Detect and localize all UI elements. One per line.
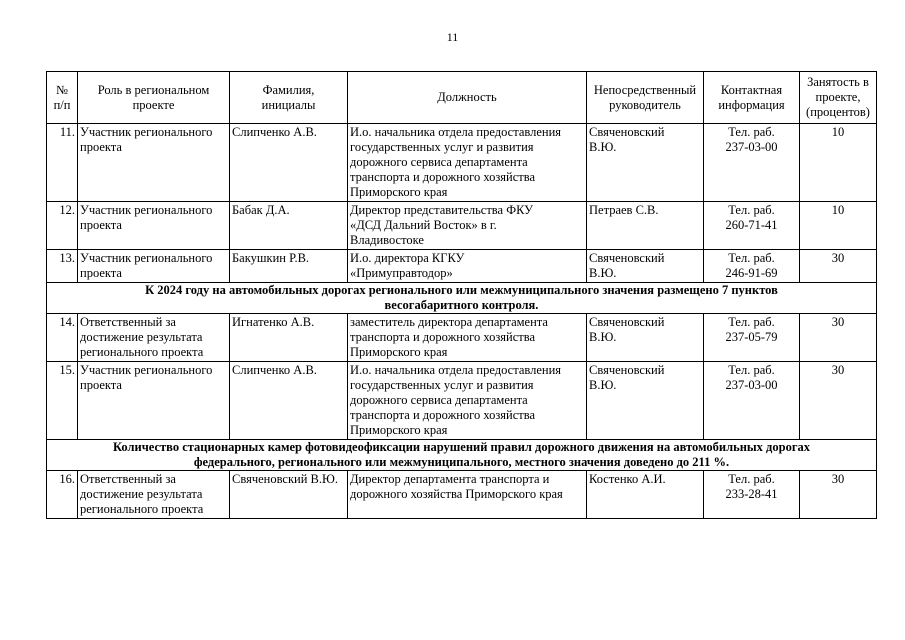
cell-workload: 10 xyxy=(800,124,877,202)
cell-contact: Тел. раб. 246-91-69 xyxy=(704,250,800,283)
cell-contact: Тел. раб. 237-03-00 xyxy=(704,124,800,202)
cell-name: Бабак Д.А. xyxy=(230,202,348,250)
cell-supervisor: Костенко А.И. xyxy=(587,471,704,519)
page-number: 11 xyxy=(446,30,459,44)
cell-num: 15. xyxy=(47,362,78,440)
table-header-row xyxy=(47,72,877,124)
cell-position: Директор представительства ФКУ «ДСД Дальний Восток» в г. Владивостоке xyxy=(348,202,587,250)
table-row xyxy=(47,314,877,362)
cell-role: Участник регионального проекта xyxy=(78,250,230,283)
header-position: Должность xyxy=(348,72,587,124)
cell-supervisor: Свяченовский В.Ю. xyxy=(587,124,704,202)
table-row xyxy=(47,471,877,519)
header-supervisor: Непосредственный руководитель xyxy=(587,72,704,124)
cell-name: Слипченко А.В. xyxy=(230,124,348,202)
cell-position: заместитель директора департамента транспорта и дорожного хозяйства Приморского края xyxy=(348,314,587,362)
cell-name: Свяченовский В.Ю. xyxy=(230,471,348,519)
table-row xyxy=(47,362,877,440)
cell-role: Участник регионального проекта xyxy=(78,362,230,440)
header-name: Фамилия, инициалы xyxy=(230,72,348,124)
cell-role: Участник регионального проекта xyxy=(78,124,230,202)
cell-name: Слипченко А.В. xyxy=(230,362,348,440)
header-workload: Занятость в проекте, (процентов) xyxy=(800,72,877,124)
cell-supervisor: Свяченовский В.Ю. xyxy=(587,362,704,440)
table-row xyxy=(47,124,877,202)
cell-num: 14. xyxy=(47,314,78,362)
cell-workload: 30 xyxy=(800,471,877,519)
cell-supervisor: Свяченовский В.Ю. xyxy=(587,314,704,362)
section-title: К 2024 году на автомобильных дорогах регионального или межмуниципального значения размещено 7 пунктов весогабаритного контроля. xyxy=(47,283,877,314)
section-row xyxy=(47,440,877,471)
cell-supervisor: Петраев С.В. xyxy=(587,202,704,250)
cell-num: 16. xyxy=(47,471,78,519)
cell-role: Ответственный за достижение результата регионального проекта xyxy=(78,314,230,362)
header-role: Роль в региональном проекте xyxy=(78,72,230,124)
cell-position: Директор департамента транспорта и дорожного хозяйства Приморского края xyxy=(348,471,587,519)
cell-contact: Тел. раб. 233-28-41 xyxy=(704,471,800,519)
cell-position: И.о. директора КГКУ «Примуправтодор» xyxy=(348,250,587,283)
cell-position: И.о. начальника отдела предоставления государственных услуг и развития дорожного сервиса департамента транспорта и дорожного хозяйства Приморского края xyxy=(348,124,587,202)
project-team-table xyxy=(46,71,877,519)
cell-name: Игнатенко А.В. xyxy=(230,314,348,362)
cell-role: Ответственный за достижение результата регионального проекта xyxy=(78,471,230,519)
table-row xyxy=(47,250,877,283)
cell-workload: 10 xyxy=(800,202,877,250)
cell-name: Бакушкин Р.В. xyxy=(230,250,348,283)
section-title: Количество стационарных камер фотовидеофиксации нарушений правил дорожного движения на автомобильных дорогах федерального, регионального или межмуниципального, местного значения доведено до 211 %. xyxy=(47,440,877,471)
cell-num: 12. xyxy=(47,202,78,250)
table-row xyxy=(47,202,877,250)
cell-workload: 30 xyxy=(800,362,877,440)
cell-contact: Тел. раб. 237-03-00 xyxy=(704,362,800,440)
header-num: № п/п xyxy=(47,72,78,124)
cell-workload: 30 xyxy=(800,314,877,362)
cell-role: Участник регионального проекта xyxy=(78,202,230,250)
cell-contact: Тел. раб. 237-05-79 xyxy=(704,314,800,362)
cell-contact: Тел. раб. 260-71-41 xyxy=(704,202,800,250)
header-contact: Контактная информация xyxy=(704,72,800,124)
section-row xyxy=(47,283,877,314)
cell-num: 13. xyxy=(47,250,78,283)
cell-workload: 30 xyxy=(800,250,877,283)
cell-position: И.о. начальника отдела предоставления государственных услуг и развития дорожного сервиса департамента транспорта и дорожного хозяйства Приморского края xyxy=(348,362,587,440)
cell-num: 11. xyxy=(47,124,78,202)
cell-supervisor: Свяченовский В.Ю. xyxy=(587,250,704,283)
